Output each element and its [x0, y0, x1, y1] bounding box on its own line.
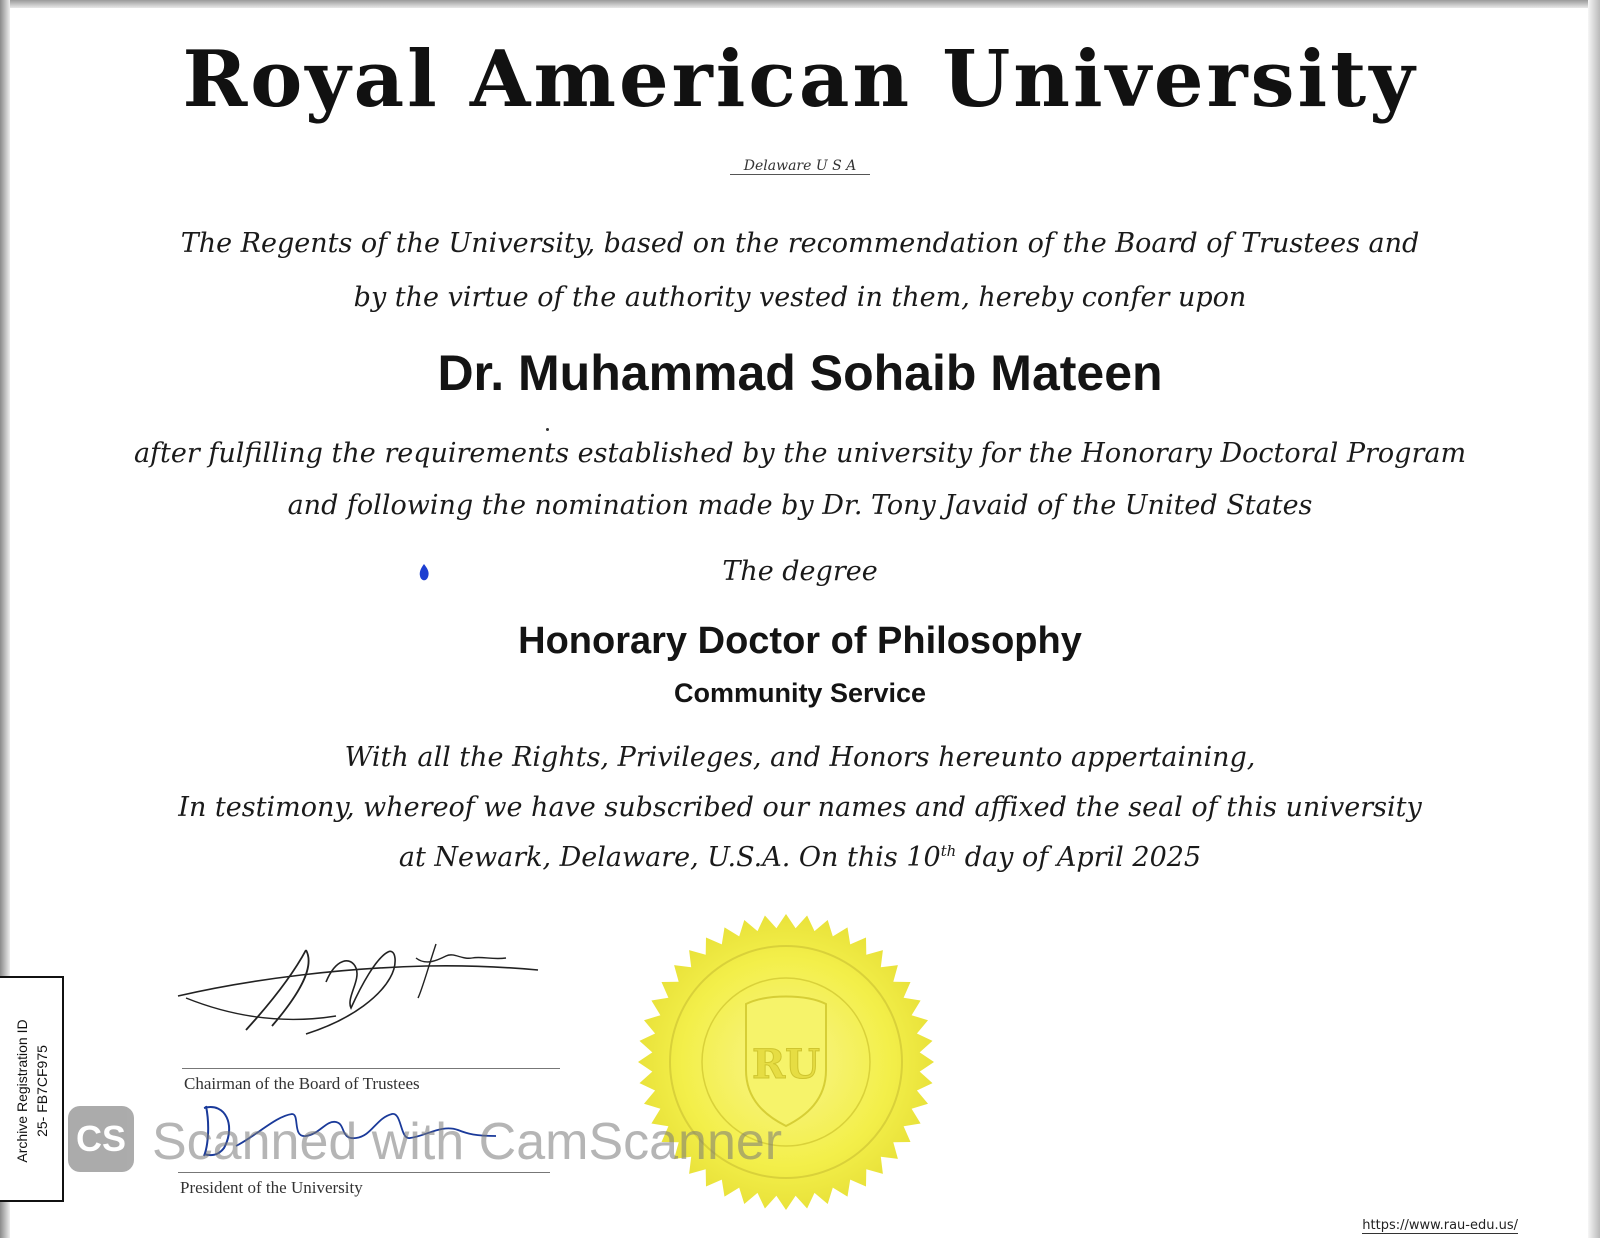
president-signature-line — [178, 1172, 550, 1173]
date-line-ordinal: th — [940, 842, 957, 860]
chairman-signature — [176, 938, 556, 1048]
rights-line: With all the Rights, Privileges, and Honors hereunto appertaining, — [344, 742, 1256, 773]
scan-edge-right — [1588, 0, 1600, 1238]
testimony-line: In testimony, whereof we have subscribed our names and affixed the seal of this university — [178, 792, 1422, 823]
camscanner-watermark: Scanned with CamScanner — [152, 1113, 783, 1171]
degree-title: Honorary Doctor of Philosophy — [518, 620, 1082, 662]
seal-monogram: RU — [751, 1041, 821, 1088]
date-line-prefix: at Newark, Delaware, U.S.A. On this 10 — [398, 842, 941, 873]
university-name: Royal American University — [182, 34, 1418, 125]
archive-label: Archive Registration ID — [14, 1019, 30, 1163]
chairman-signature-line — [182, 1068, 560, 1069]
university-website-link[interactable]: https://www.rau-edu.us/ — [1362, 1218, 1518, 1233]
university-location-text: Delaware U S A — [730, 158, 871, 175]
scan-edge-top — [0, 0, 1600, 8]
date-line — [0, 842, 1600, 873]
recipient-name: Dr. Muhammad Sohaib Mateen — [437, 345, 1163, 401]
president-label: President of the University — [180, 1178, 363, 1197]
requirements-line-1: after fulfilling the requirements established by the university for the Honorary Doctoral Program — [133, 438, 1467, 469]
archive-registration-box — [0, 976, 64, 1202]
camscanner-logo-icon — [68, 1106, 134, 1172]
date-line-suffix: day of April 2025 — [956, 842, 1202, 873]
university-location — [0, 158, 1600, 174]
chairman-label: Chairman of the Board of Trustees — [184, 1074, 420, 1093]
ink-dot — [546, 428, 549, 431]
degree-field: Community Service — [673, 678, 927, 708]
archive-id: 25- FB7CF975 — [34, 1045, 50, 1137]
archive-text — [12, 1019, 52, 1162]
requirements-line-2: and following the nomination made by Dr. Tony Javaid of the United States — [287, 490, 1313, 521]
conferral-line-1: The Regents of the University, based on the recommendation of the Board of Trustees and — [180, 228, 1420, 259]
camscanner-logo-text: CS — [75, 1118, 126, 1159]
degree-intro: The degree — [722, 556, 878, 587]
conferral-line-2: by the virtue of the authority vested in them, hereby confer upon — [353, 282, 1247, 313]
